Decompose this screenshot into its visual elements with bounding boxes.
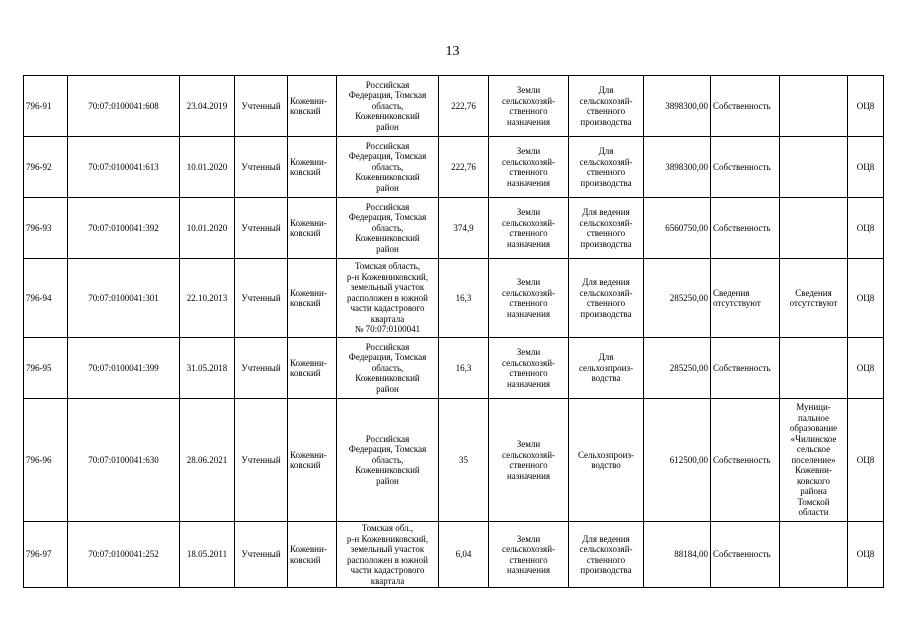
cell-right-type: Собственность [711, 76, 780, 137]
table-row [24, 76, 884, 137]
cell-right-holder [780, 338, 848, 399]
cell-land-category: Земли сельскохозяй- ственного назначения [489, 522, 569, 588]
cell-permitted-use: Для ведения сельскохозяй- ственного производства [569, 198, 644, 259]
cell-permitted-use: Для сельхозпроиз- водства [569, 338, 644, 399]
cell-land-category: Земли сельскохозяй- ственного назначения [489, 399, 569, 522]
cell-area: 374,9 [439, 198, 489, 259]
cell-registration-date: 23.04.2019 [180, 76, 235, 137]
cell-cadastral-number: 70:07:0100041:630 [68, 399, 180, 522]
cell-permitted-use: Сельхозпроиз- водство [569, 399, 644, 522]
land-registry-table [23, 75, 884, 588]
cell-registration-date: 28.06.2021 [180, 399, 235, 522]
cell-status: Учтенный [235, 338, 288, 399]
cell-registration-date: 31.05.2018 [180, 338, 235, 399]
cell-status: Учтенный [235, 522, 288, 588]
cell-right-holder [780, 76, 848, 137]
cell-cadastral-value: 3898300,00 [644, 76, 711, 137]
cell-right-type: Сведения отсутствуют [711, 259, 780, 338]
cell-code: ОЦ8 [848, 198, 884, 259]
cell-land-category: Земли сельскохозяй- ственного назначения [489, 198, 569, 259]
cell-registration-date: 18.05.2011 [180, 522, 235, 588]
cell-permitted-use: Для ведения сельскохозяй- ственного производства [569, 522, 644, 588]
page-number: 13 [445, 44, 460, 59]
cell-right-holder [780, 522, 848, 588]
cell-cadastral-value: 3898300,00 [644, 137, 711, 198]
cell-land-category: Земли сельскохозяй- ственного назначения [489, 137, 569, 198]
table-row [24, 259, 884, 338]
table-row [24, 399, 884, 522]
table-row [24, 198, 884, 259]
cell-area: 222,76 [439, 137, 489, 198]
cell-address: Томская область, р-н Кожевниковский, земельный участок расположен в южной части кадастрового квартала № 70:07:0100041 [337, 259, 439, 338]
cell-district: Кожевни- ковский [288, 338, 337, 399]
cell-land-category: Земли сельскохозяй- ственного назначения [489, 259, 569, 338]
cell-code: ОЦ8 [848, 399, 884, 522]
cell-district: Кожевни- ковский [288, 137, 337, 198]
cell-status: Учтенный [235, 399, 288, 522]
cell-registration-date: 10.01.2020 [180, 198, 235, 259]
cell-right-holder [780, 198, 848, 259]
cell-cadastral-number: 70:07:0100041:301 [68, 259, 180, 338]
cell-code: ОЦ8 [848, 259, 884, 338]
cell-land-category: Земли сельскохозяй- ственного назначения [489, 76, 569, 137]
cell-right-type: Собственность [711, 522, 780, 588]
cell-code: ОЦ8 [848, 76, 884, 137]
cell-address: Томская обл., р-н Кожевниковский, земельный участок расположен в южной части кадастрового квартала [337, 522, 439, 588]
cell-district: Кожевни- ковский [288, 259, 337, 338]
cell-district: Кожевни- ковский [288, 198, 337, 259]
cell-status: Учтенный [235, 76, 288, 137]
cell-district: Кожевни- ковский [288, 399, 337, 522]
cell-row-number: 796-92 [24, 137, 68, 198]
cell-cadastral-number: 70:07:0100041:392 [68, 198, 180, 259]
cell-permitted-use: Для ведения сельскохозяй- ственного производства [569, 259, 644, 338]
cell-area: 16,3 [439, 338, 489, 399]
cell-permitted-use: Для сельскохозяй- ственного производства [569, 76, 644, 137]
cell-cadastral-value: 285250,00 [644, 338, 711, 399]
cell-right-holder: Сведения отсутствуют [780, 259, 848, 338]
cell-code: ОЦ8 [848, 137, 884, 198]
cell-address: Российская Федерация, Томская область, Кожевниковский район [337, 137, 439, 198]
cell-row-number: 796-97 [24, 522, 68, 588]
cell-cadastral-number: 70:07:0100041:613 [68, 137, 180, 198]
cell-cadastral-value: 285250,00 [644, 259, 711, 338]
cell-right-type: Собственность [711, 338, 780, 399]
cell-right-type: Собственность [711, 198, 780, 259]
cell-code: ОЦ8 [848, 338, 884, 399]
cell-cadastral-number: 70:07:0100041:399 [68, 338, 180, 399]
cell-right-type: Собственность [711, 137, 780, 198]
cell-row-number: 796-96 [24, 399, 68, 522]
cell-cadastral-value: 6560750,00 [644, 198, 711, 259]
cell-row-number: 796-93 [24, 198, 68, 259]
cell-status: Учтенный [235, 137, 288, 198]
cell-code: ОЦ8 [848, 522, 884, 588]
cell-cadastral-number: 70:07:0100041:608 [68, 76, 180, 137]
cell-status: Учтенный [235, 198, 288, 259]
table-body [24, 76, 884, 588]
cell-land-category: Земли сельскохозяй- ственного назначения [489, 338, 569, 399]
cell-cadastral-value: 612500,00 [644, 399, 711, 522]
table-row [24, 137, 884, 198]
cell-right-holder: Муници- пальное образование «Чилинское сельское поселение» Кожевни- ковского района Томской области [780, 399, 848, 522]
cell-address: Российская Федерация, Томская область, Кожевниковский район [337, 76, 439, 137]
cell-district: Кожевни- ковский [288, 76, 337, 137]
cell-area: 222,76 [439, 76, 489, 137]
cell-row-number: 796-94 [24, 259, 68, 338]
cell-area: 35 [439, 399, 489, 522]
cell-cadastral-value: 88184,00 [644, 522, 711, 588]
cell-area: 16,3 [439, 259, 489, 338]
cell-right-type: Собственность [711, 399, 780, 522]
table-row [24, 522, 884, 588]
cell-right-holder [780, 137, 848, 198]
cell-address: Российская Федерация, Томская область, Кожевниковский район [337, 338, 439, 399]
cell-status: Учтенный [235, 259, 288, 338]
cell-cadastral-number: 70:07:0100041:252 [68, 522, 180, 588]
table-row [24, 338, 884, 399]
cell-registration-date: 10.01.2020 [180, 137, 235, 198]
cell-row-number: 796-91 [24, 76, 68, 137]
cell-row-number: 796-95 [24, 338, 68, 399]
cell-district: Кожевни- ковский [288, 522, 337, 588]
cell-registration-date: 22.10.2013 [180, 259, 235, 338]
cell-address: Российская Федерация, Томская область, Кожевниковский район [337, 399, 439, 522]
cell-area: 6,04 [439, 522, 489, 588]
cell-address: Российская Федерация, Томская область, Кожевниковский район [337, 198, 439, 259]
cell-permitted-use: Для сельскохозяй- ственного производства [569, 137, 644, 198]
